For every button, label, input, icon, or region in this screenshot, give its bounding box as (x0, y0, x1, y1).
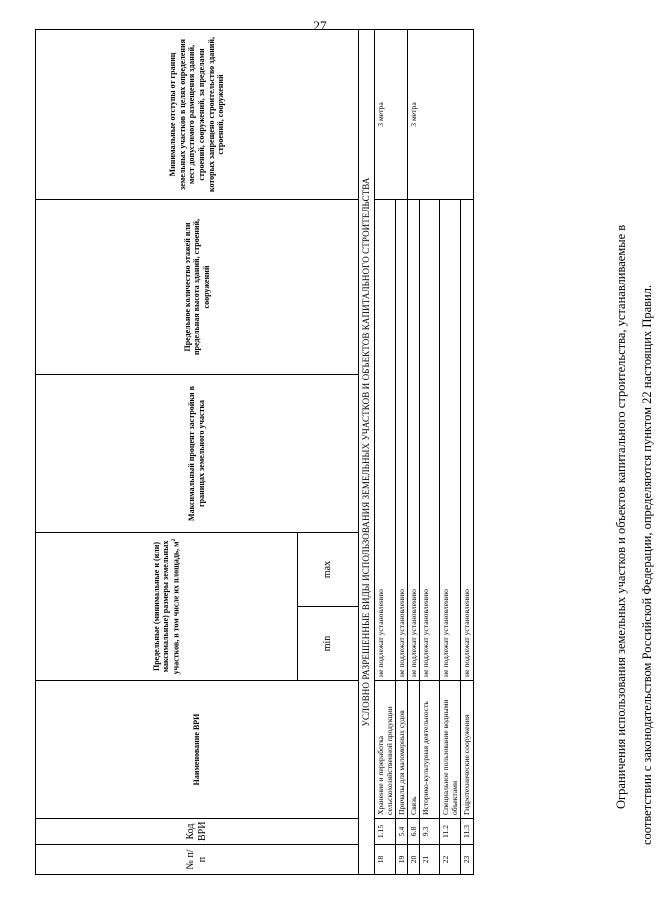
row-value: не подлежат установлению (374, 200, 395, 681)
row-code: 11.2 (440, 819, 461, 845)
row-name: Причалы для маломерных судов (396, 681, 408, 819)
row-name: Хранение и переработка сельскохозяйственной продукции (374, 681, 395, 819)
row-num: 22 (440, 845, 461, 875)
header-floors: Предельное количество этажей или предельная высота зданий, строений, сооружений (36, 200, 359, 375)
header-max: max (298, 533, 359, 607)
row-name: Историко-культурная деятельность (420, 681, 440, 819)
row-name: Специальное пользование водными объектами (440, 681, 461, 819)
section-row (359, 30, 375, 875)
note-line-2: соответствии с законодательством Российской Федерации, определяются пунктом 22 настоящих Правил. (640, 284, 654, 845)
row-code: 5.4 (396, 819, 408, 845)
row-setback: 3 метра (374, 30, 407, 200)
row-value: не подлежат установлению (461, 200, 473, 681)
header-code: Код ВРИ (36, 819, 359, 845)
header-name: Наименование ВРИ (36, 681, 359, 819)
row-num: 20 (408, 845, 420, 875)
row-num: 21 (420, 845, 440, 875)
row-code: 1.15 (374, 819, 395, 845)
header-size: Предельные (минимальные и (или) максимальные) размеры земельных участков, в том числе их площадь, $м^2$ (36, 533, 298, 681)
row-code: 11.3 (461, 819, 473, 845)
row-num: 23 (461, 845, 473, 875)
row-code: 9.3 (420, 819, 440, 845)
table-row (374, 30, 395, 875)
row-num: 19 (396, 845, 408, 875)
row-value: не подлежат установлению (408, 200, 420, 681)
row-setback: 3 метра (408, 30, 473, 200)
header-setback: Минимальные отступы от границ земельных участков в целях определения мест допустимого размещения зданий, строений, сооружений, за пределами которых запрещено строительство зданий, строений, сооружений (36, 30, 359, 200)
row-value: не подлежат установлению (396, 200, 408, 681)
header-num: № п/п (36, 845, 359, 875)
table-header-row (36, 30, 298, 875)
row-name: Связь (408, 681, 420, 819)
header-percent: Максимальный процент застройки в границах земельного участка (36, 375, 359, 533)
row-value: не подлежат установлению (420, 200, 440, 681)
zoning-table (35, 29, 474, 875)
page-number: 27 (313, 18, 327, 33)
row-num: 18 (374, 845, 395, 875)
header-min: min (298, 607, 359, 681)
landscape-page (30, 30, 654, 875)
row-value: не подлежат установлению (440, 200, 461, 681)
row-name: Гидротехнические сооружения (461, 681, 473, 819)
section-title: УСЛОВНО РАЗРЕШЕННЫЕ ВИДЫ ИСПОЛЬЗОВАНИЯ ЗЕМЕЛЬНЫХ УЧАСТКОВ И ОБЪЕКТОВ КАПИТАЛЬНОГО СТРОИТЕЛЬСТВА (359, 30, 375, 875)
row-code: 6.8 (408, 819, 420, 845)
table-row (408, 30, 420, 875)
note-line-1: Ограничения использования земельных участков и объектов капитального строительства, устанавливаемые в (614, 224, 628, 809)
restrictions-note (608, 45, 660, 845)
